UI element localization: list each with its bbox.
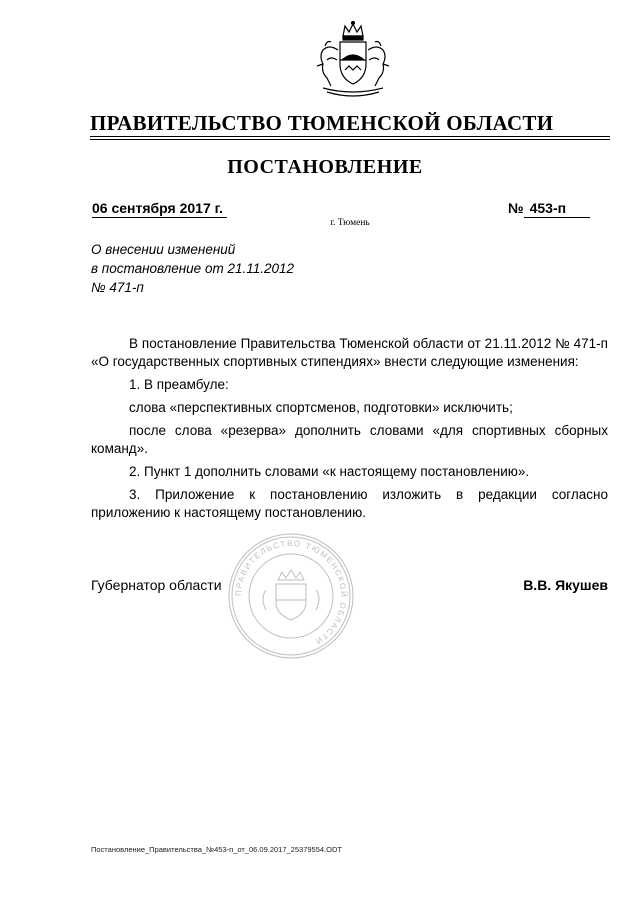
- government-title: ПРАВИТЕЛЬСТВО ТЮМЕНСКОЙ ОБЛАСТИ: [90, 111, 554, 135]
- body-paragraph: 1. В преамбуле:: [129, 377, 229, 392]
- body-paragraph: 2. Пункт 1 дополнить словами «к настоящему постановлению».: [129, 464, 530, 479]
- signatory-name: В.В. Якушев: [523, 577, 608, 593]
- document-type-title: ПОСТАНОВЛЕНИЕ: [227, 156, 423, 178]
- official-seal-icon: [226, 532, 356, 660]
- body-paragraph: слова «перспективных спортсменов, подготовки» исключить;: [129, 400, 513, 415]
- body-paragraph: после слова «резерва» дополнить словами «для спортивных сборных команд».: [91, 423, 608, 456]
- number-prefix: №: [508, 200, 524, 216]
- body-paragraph: В постановление Правительства Тюменской области от 21.11.2012 № 471-п «О государственных спортивных стипендиях» внести следующие изменения:: [91, 336, 608, 369]
- number-value: 453-п: [524, 200, 590, 218]
- coat-of-arms-icon: [309, 20, 397, 102]
- document-city: г. Тюмень: [330, 218, 370, 228]
- title-rule-top: [90, 136, 610, 137]
- document-subject: [91, 240, 351, 297]
- document-date: 06 сентября 2017 г.: [92, 200, 227, 218]
- document-body: [91, 335, 608, 527]
- subject-line: О внесении изменений: [91, 242, 236, 257]
- file-footer: Постановление_Правительства_№453-п_от_06.09.2017_25379554.ODT: [91, 845, 342, 854]
- document-number: [508, 200, 590, 218]
- signatory-position: Губернатор области: [91, 577, 222, 593]
- subject-line: № 471-п: [91, 280, 144, 295]
- svg-text:ПРАВИТЕЛЬСТВО ТЮМЕНСКОЙ ОБЛАСТ: [234, 539, 348, 647]
- body-paragraph: 3. Приложение к постановлению изложить в редакции согласно приложению к настоящему постановлению.: [91, 487, 608, 520]
- title-rule-bottom: [90, 139, 610, 140]
- subject-line: в постановление от 21.11.2012: [91, 261, 295, 276]
- seal-text: ПРАВИТЕЛЬСТВО ТЮМЕНСКОЙ ОБЛАСТИ: [233, 538, 349, 647]
